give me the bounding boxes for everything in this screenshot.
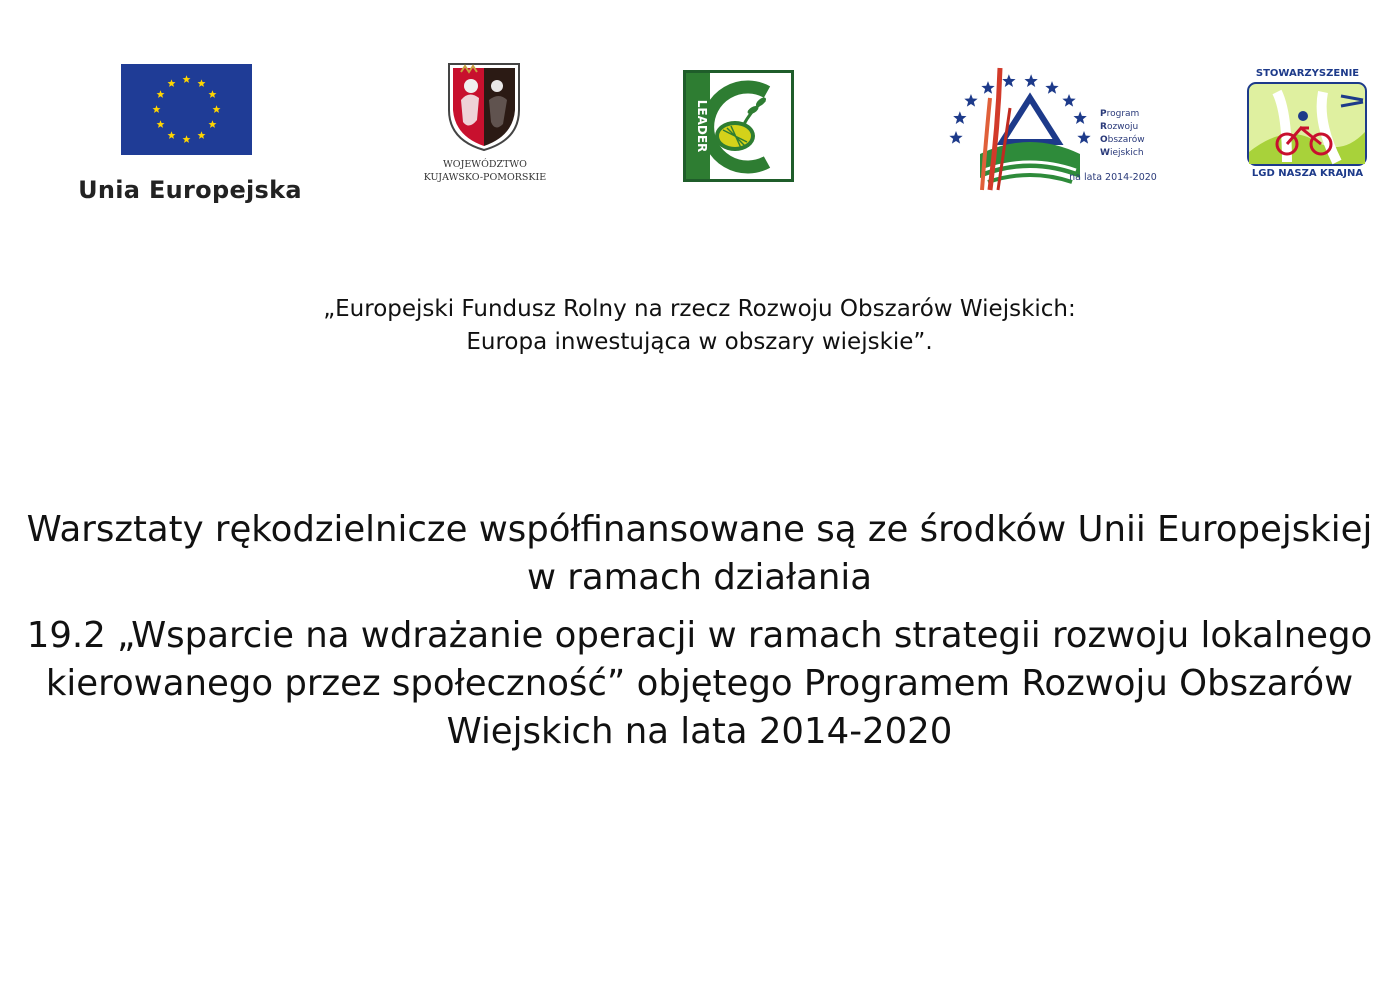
lgd-bottom-caption: LGD NASZA KRAJNA <box>1251 168 1364 179</box>
prow-star-icon <box>953 111 966 124</box>
prow-star-icon <box>1002 74 1015 87</box>
leader-label: LEADER <box>695 99 709 153</box>
lgd-logo <box>1245 68 1370 186</box>
prow-text-line: Program <box>1100 109 1140 119</box>
funding-paragraph-1: Warsztaty rękodzielnicze współfinansowane są ze środków Unii Europejskiej w ramach działania <box>26 509 1373 598</box>
prow-star-icon <box>1073 111 1086 124</box>
leader-logo-icon <box>683 70 794 182</box>
motto-line1: „Europejski Fundusz Rolny na rzecz Rozwoju Obszarów Wiejskich: <box>323 296 1076 322</box>
kujawsko-pomorskie-logo <box>415 58 555 188</box>
motto <box>100 293 1299 359</box>
kp-caption-line2: KUJAWSKO-POMORSKIE <box>423 172 547 183</box>
motto-line2: Europa inwestująca w obszary wiejskie”. <box>466 329 933 355</box>
prow-star-icon <box>1062 94 1075 107</box>
prow-star-icon <box>1077 131 1090 144</box>
funding-statement <box>15 506 1384 756</box>
prow-years: na lata 2014-2020 <box>1069 172 1157 183</box>
prow-text-line: Rozwoju <box>1100 122 1139 132</box>
prow-text-line: Obszarów <box>1100 135 1145 145</box>
prow-text <box>1100 108 1180 160</box>
funding-paragraph-2: 19.2 „Wsparcie na wdrażanie operacji w ramach strategii rozwoju lokalnego kierowanego przez społeczność” objętego Programem Rozwoju Obszarów Wiejskich na lata 2014-2020 <box>26 615 1373 752</box>
lgd-bicycle-icon <box>1247 82 1367 166</box>
griffin-crest-icon <box>443 60 525 152</box>
prow-star-icon <box>1024 74 1037 87</box>
prow-star-icon <box>1045 81 1058 94</box>
eu-caption: Unia Europejska <box>78 176 302 204</box>
prow-star-icon <box>949 131 962 144</box>
prow-logo <box>940 58 1160 198</box>
kp-caption-line1: WOJEWÓDZTWO <box>443 159 527 170</box>
prow-star-icon <box>981 81 994 94</box>
eu-flag-icon <box>121 64 252 155</box>
lgd-top-caption: STOWARZYSZENIE <box>1255 68 1360 79</box>
prow-star-icon <box>964 94 977 107</box>
prow-text-line: Wiejskich <box>1100 148 1144 158</box>
eu-logo <box>70 62 310 212</box>
leader-logo <box>683 70 794 182</box>
kujawsko-pomorskie-caption <box>415 158 555 184</box>
